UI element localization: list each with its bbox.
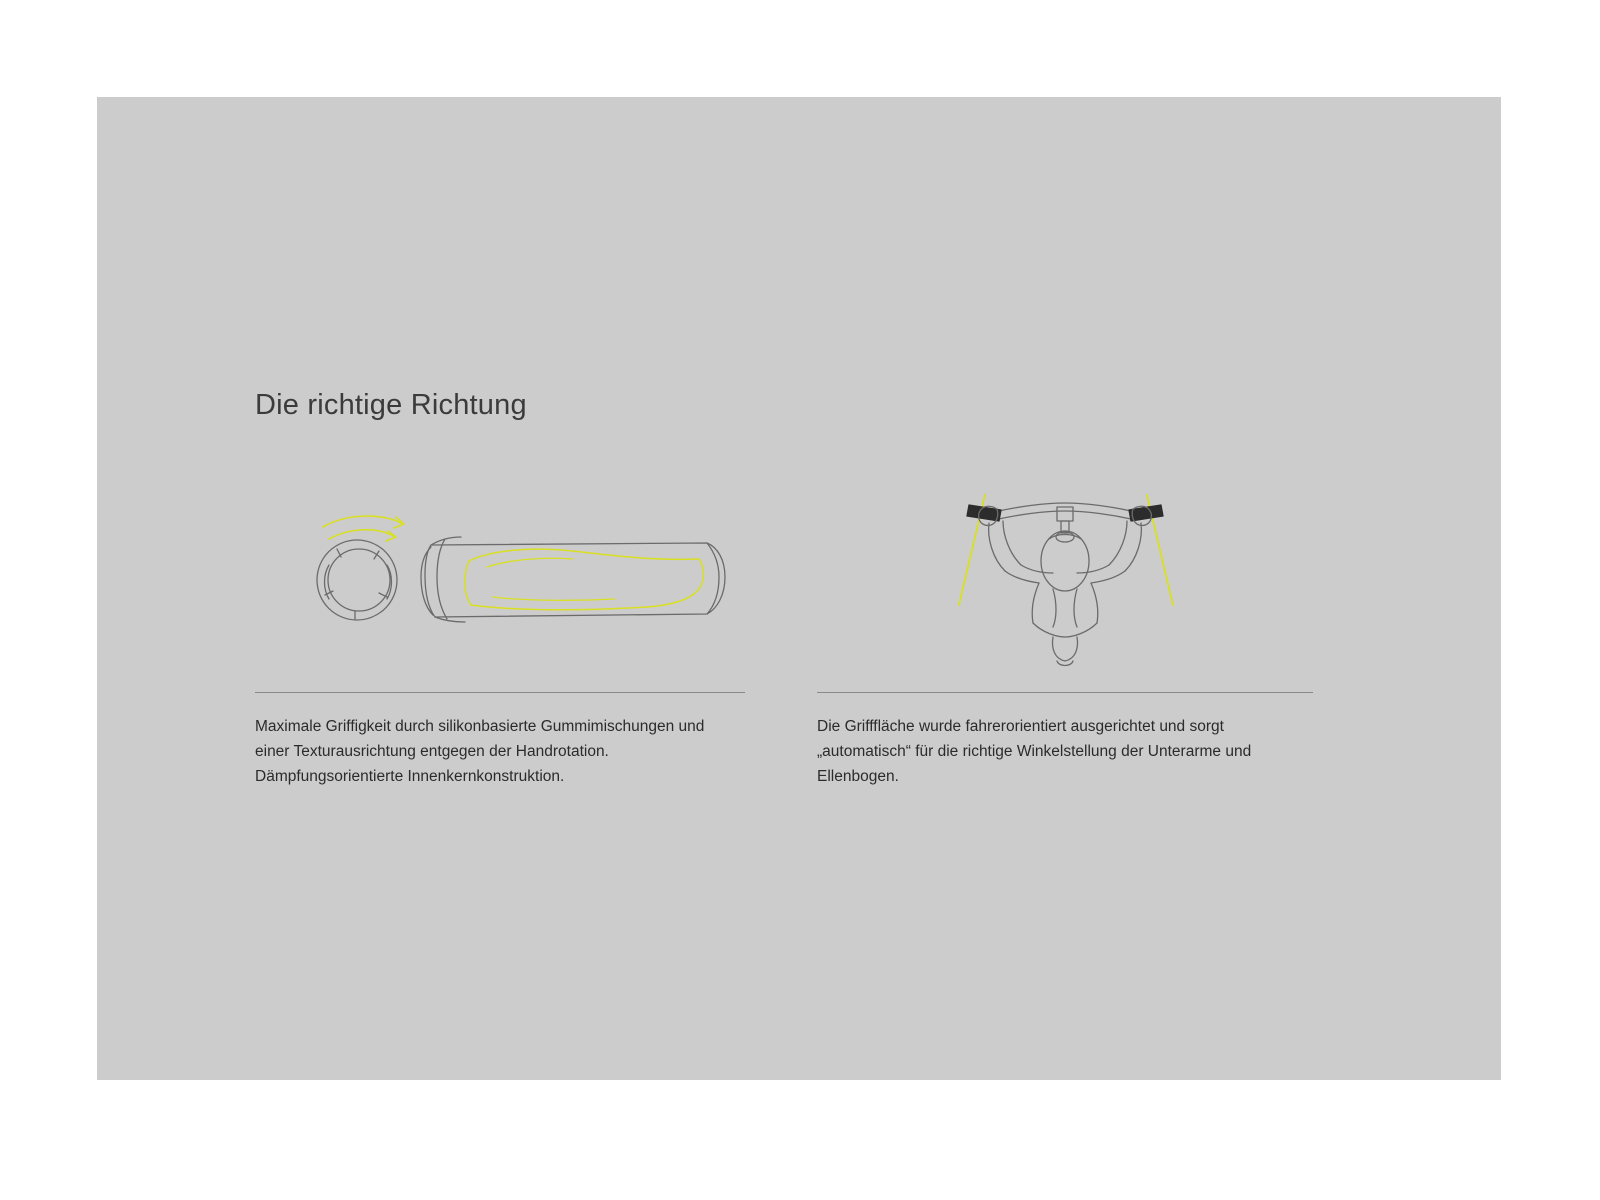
caption-left: Maximale Griffigkeit durch silikonbasierte Gummimischungen und einer Texturausrichtung entgegen der Handrotation. Dämpfungsorientierte Innenkernkonstruktion. [255, 718, 705, 785]
grip-cross-section-and-side-view [255, 477, 745, 692]
divider-right [817, 692, 1313, 693]
column-left [255, 477, 745, 789]
rider-illustration [817, 477, 1313, 692]
page-title: Die richtige Richtung [255, 389, 527, 421]
grip-illustration [255, 477, 745, 692]
caption-right: Die Grifffläche wurde fahrerorientiert ausgerichtet und sorgt „automatisch“ für die richtige Winkelstellung der Unterarme und Ellenbogen. [817, 718, 1252, 785]
divider-left [255, 692, 745, 693]
rider-top-view-on-handlebar [817, 477, 1313, 692]
column-right [817, 477, 1313, 789]
slide [97, 97, 1501, 1080]
